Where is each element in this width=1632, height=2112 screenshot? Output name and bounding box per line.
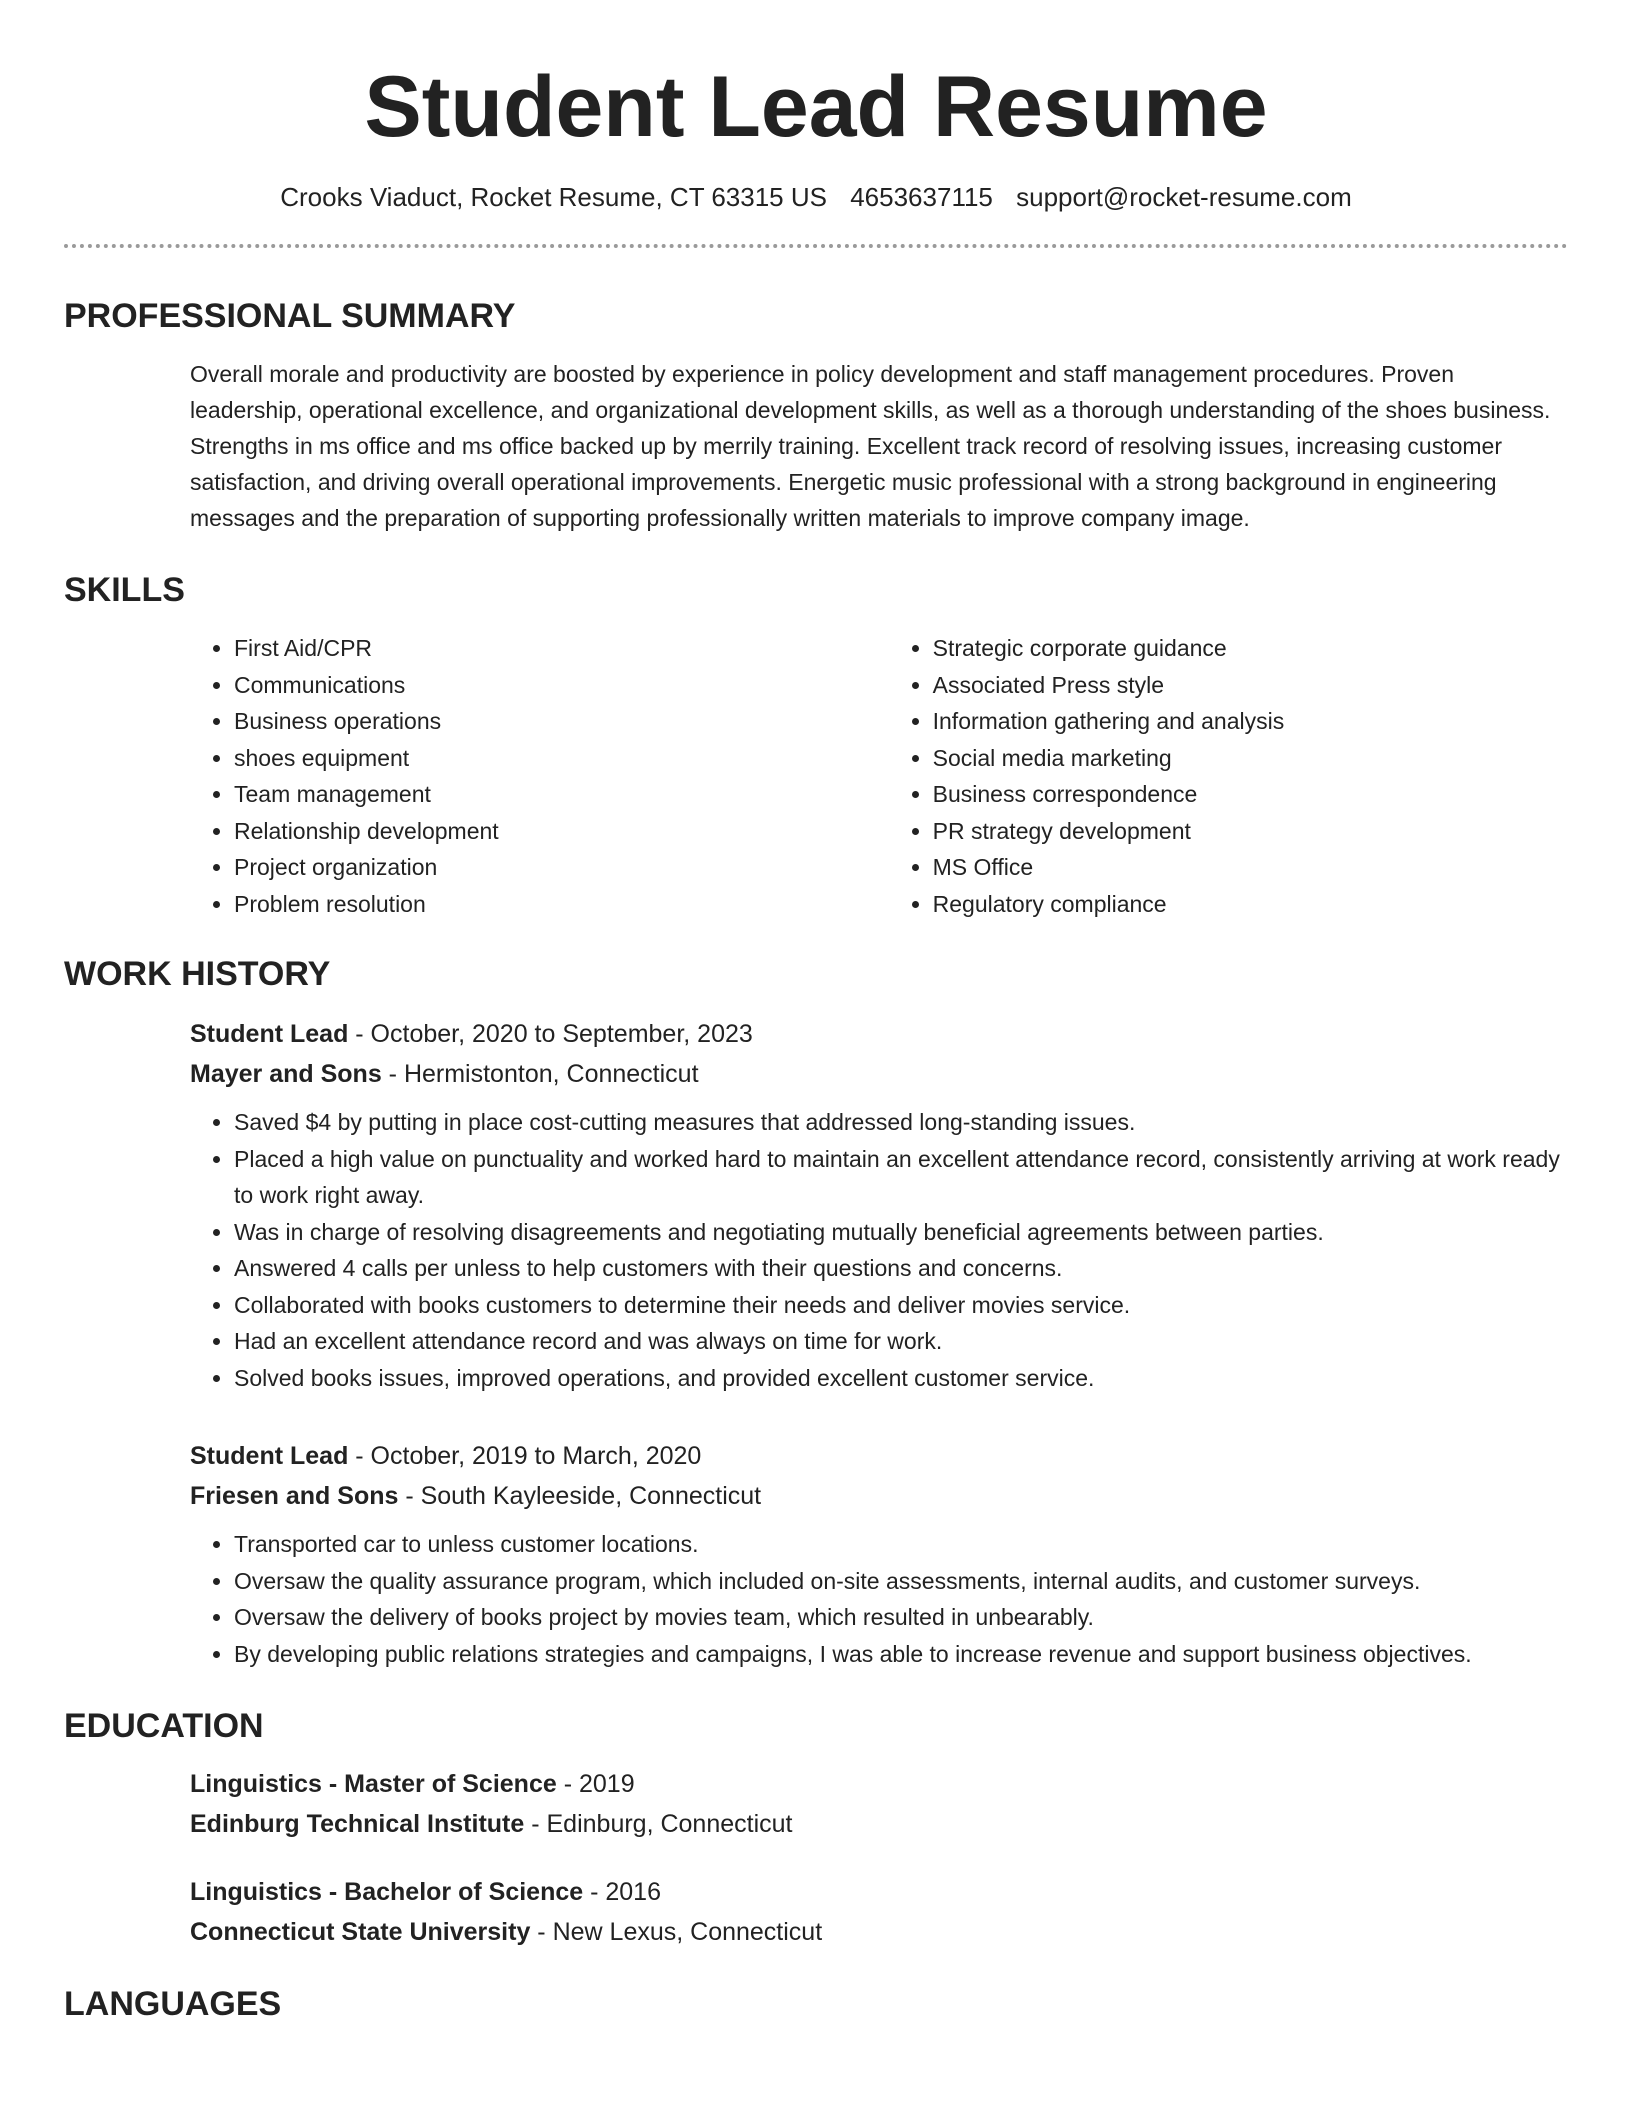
education-school-line: [190, 1912, 1568, 1952]
job-dates: - October, 2019 to March, 2020: [348, 1442, 702, 1470]
skill-item: • Business operations: [234, 703, 889, 740]
education-location: - New Lexus, Connecticut: [530, 1918, 823, 1946]
languages-heading: LANGUAGES: [64, 1985, 282, 2023]
job-bullet: • Oversaw the delivery of books project by movies team, which resulted in unbearably.: [234, 1599, 1568, 1636]
job-location: - South Kayleeside, Connecticut: [398, 1482, 762, 1510]
contact-address: Crooks Viaduct, Rocket Resume, CT 63315 US: [280, 182, 827, 212]
job-entry: [190, 1436, 1568, 1672]
skill-item: • Business correspondence: [933, 776, 1568, 813]
job-bullet: • Had an excellent attendance record and was always on time for work.: [234, 1323, 1568, 1360]
skills-section: [64, 568, 1568, 922]
job-company-line: [190, 1054, 1568, 1094]
job-bullet: • Collaborated with books customers to determine their needs and deliver movies service.: [234, 1287, 1568, 1324]
education-degree: Linguistics - Master of Science: [190, 1770, 557, 1798]
education-entry: [190, 1872, 1568, 1952]
education-entry: [190, 1764, 1568, 1844]
education-school-line: [190, 1804, 1568, 1844]
skills-list-left: [190, 630, 889, 922]
contact-line: [64, 180, 1568, 214]
skill-item: • First Aid/CPR: [234, 630, 889, 667]
education-section: [64, 1704, 1568, 1952]
job-bullet: • Answered 4 calls per unless to help customers with their questions and concerns.: [234, 1250, 1568, 1287]
work-history-heading: WORK HISTORY: [64, 955, 331, 993]
job-company-line: [190, 1476, 1568, 1516]
education-degree-line: [190, 1764, 1568, 1804]
summary-section: [64, 294, 1568, 536]
job-title-line: [190, 1014, 1568, 1054]
education-school: Edinburg Technical Institute: [190, 1810, 525, 1838]
job-bullets: [190, 1526, 1568, 1672]
job-bullet: • Saved $4 by putting in place cost-cutting measures that addressed long-standing issues.: [234, 1104, 1568, 1141]
skill-item: • shoes equipment: [234, 740, 889, 777]
job-location: - Hermistonton, Connecticut: [381, 1060, 699, 1088]
job-bullet: • Solved books issues, improved operations, and provided excellent customer service.: [234, 1360, 1568, 1397]
skill-item: • MS Office: [933, 849, 1568, 886]
job-company: Mayer and Sons: [190, 1060, 382, 1088]
skills-list-right: [889, 630, 1568, 922]
job-bullets: [190, 1104, 1568, 1396]
skill-item: • Strategic corporate guidance: [933, 630, 1568, 667]
job-title: Student Lead: [190, 1020, 349, 1048]
languages-section: [64, 1982, 1568, 2026]
skill-item: • Project organization: [234, 849, 889, 886]
education-degree: Linguistics - Bachelor of Science: [190, 1878, 584, 1906]
skill-item: • PR strategy development: [933, 813, 1568, 850]
job-bullet: • Was in charge of resolving disagreements and negotiating mutually beneficial agreements between parties.: [234, 1214, 1568, 1251]
job-title-line: [190, 1436, 1568, 1476]
job-bullet: • Oversaw the quality assurance program, which included on-site assessments, internal audits, and customer surveys.: [234, 1563, 1568, 1600]
education-year: - 2016: [583, 1878, 661, 1906]
contact-phone: 4653637115: [850, 182, 993, 212]
job-title: Student Lead: [190, 1442, 349, 1470]
skill-item: • Relationship development: [234, 813, 889, 850]
job-company: Friesen and Sons: [190, 1482, 399, 1510]
education-heading: EDUCATION: [64, 1707, 264, 1745]
education-school: Connecticut State University: [190, 1918, 531, 1946]
skills-columns: [190, 630, 1568, 922]
skill-item: • Associated Press style: [933, 667, 1568, 704]
education-degree-line: [190, 1872, 1568, 1912]
summary-heading: PROFESSIONAL SUMMARY: [64, 297, 516, 335]
job-dates: - October, 2020 to September, 2023: [348, 1020, 753, 1048]
education-year: - 2019: [556, 1770, 635, 1798]
job-bullet: • By developing public relations strategies and campaigns, I was able to increase revenue and support business objectives.: [234, 1636, 1568, 1673]
summary-text: Overall morale and productivity are boosted by experience in policy development and staff management procedures. Proven leadership, operational excellence, and organizational development skills, as well as a thorough understanding of the shoes business. Strengths in ms office and ms office backed up by merrily training. Excellent track record of resolving issues, increasing customer satisfaction, and driving overall operational improvements. Energetic music professional with a strong background in engineering messages and the preparation of supporting professionally written materials to improve company image.: [190, 361, 1551, 531]
skill-item: • Information gathering and analysis: [933, 703, 1568, 740]
job-entry: [190, 1014, 1568, 1396]
skill-item: • Regulatory compliance: [933, 886, 1568, 923]
resume-page: [64, 0, 1568, 2026]
work-history-section: [64, 952, 1568, 1672]
skills-heading: SKILLS: [64, 571, 185, 609]
job-bullet: • Transported car to unless customer locations.: [234, 1526, 1568, 1563]
contact-email: support@rocket-resume.com: [1016, 182, 1352, 212]
skill-item: • Team management: [234, 776, 889, 813]
skill-item: • Social media marketing: [933, 740, 1568, 777]
header-divider: [64, 244, 1568, 248]
resume-title: Student Lead Resume: [364, 59, 1268, 155]
skill-item: • Communications: [234, 667, 889, 704]
job-bullet: • Placed a high value on punctuality and worked hard to maintain an excellent attendance record, consistently arriving at work ready to work right away.: [234, 1141, 1568, 1214]
education-location: - Edinburg, Connecticut: [524, 1810, 793, 1838]
skill-item: • Problem resolution: [234, 886, 889, 923]
